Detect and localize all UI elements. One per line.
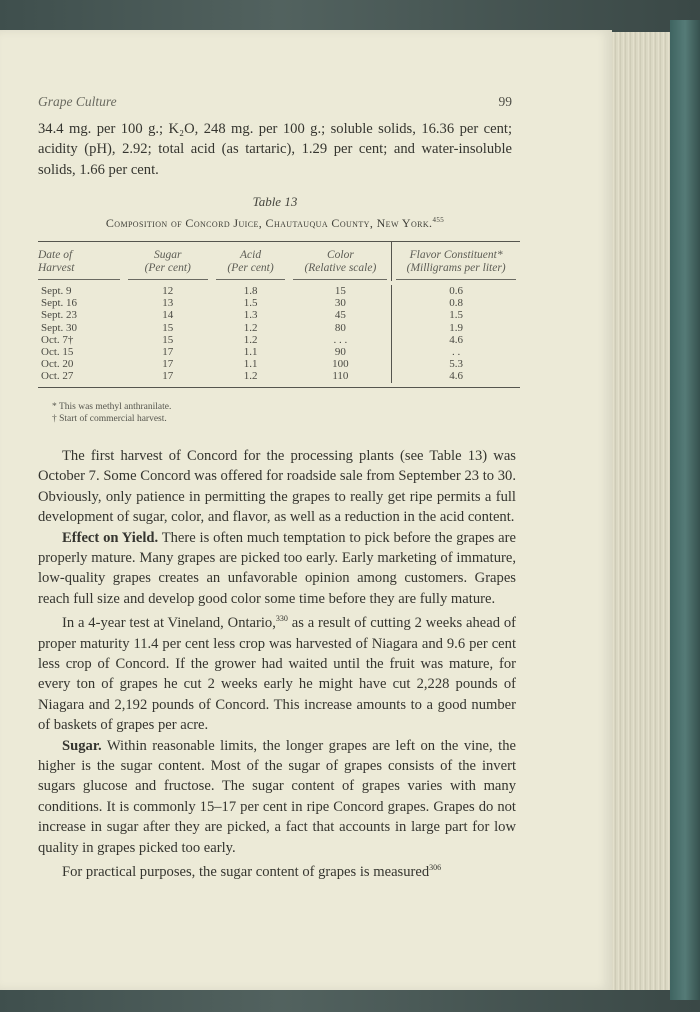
paragraph-text: In a 4-year test at Vineland, Ontario, [62,615,276,632]
table-cell: Sept. 30 [41,321,78,334]
header-flavor-line2: (Milligrams per liter) [406,262,506,274]
table-cell: 12 [162,285,174,297]
table-cell: 0.8 [449,297,463,310]
table-cell: 1.3 [243,309,258,322]
page-number: 99 [498,94,512,109]
column-acid [212,285,290,383]
paragraph-vineland-test [38,609,516,735]
header-flavor [391,242,520,281]
table-cell: 5.3 [449,358,463,371]
header-color-line1: Color [326,249,354,261]
table-cell: 17 [162,370,174,383]
header-date [38,242,124,281]
table-caption [38,216,512,231]
header-acid [212,242,290,281]
table-cell: 1.2 [243,333,258,346]
header-acid-line2: (Per cent) [227,262,274,274]
table-cell: 14 [162,309,174,322]
table-caption-ref: 455 [432,216,445,224]
table-cell: . . . [333,333,348,346]
table-cell: 4.6 [449,333,463,346]
reference-superscript: 306 [429,862,442,872]
table-cell: 1.1 [243,358,258,371]
table-cell: Oct. 27 [41,370,74,383]
table-cell: Sept. 16 [41,297,78,310]
column-sugar [124,285,212,383]
table-cell: 13 [162,297,174,310]
page-edges [612,32,670,990]
header-sugar-line2: (Per cent) [144,262,191,274]
header-date-line2: Harvest [38,262,75,274]
header-sugar-line1: Sugar [153,249,182,261]
table-header-row [38,242,520,281]
column-color [289,285,391,383]
paragraph-text: as a result of cutting 2 weeks ahead of proper maturity 11.4 per cent less crop was harvested of Niagara and 9.6 per cent less crop of Concord. If the grower had waited until the fruit was mature, for every ton of grapes he cut 2 weeks early he might have cut 2,228 pounds of Niagara and 2,192 pounds of Concord. This increase amounts to a good number of baskets of grapes per acre. [38,615,517,734]
table-cell: 0.6 [449,285,463,297]
footnote-star: * This was methyl anthranilate. [52,402,172,412]
header-acid-line1: Acid [240,249,262,261]
table-body [38,281,520,387]
table-cell: 15 [162,333,174,346]
table-cell: 15 [334,285,346,297]
table-cell: 100 [332,358,349,371]
table-cell: . . [452,345,461,358]
table-cell: 80 [334,321,346,334]
section-heading-yield: Effect on Yield. [62,529,159,546]
table-cell: 45 [334,309,346,322]
reference-superscript: 330 [275,614,288,624]
table-cell: 4.6 [449,370,463,383]
table-caption-text: Composition of Concord Juice, Chautauqua County, New York. [105,216,433,230]
table-cell: 1.5 [243,297,258,310]
body-text [38,446,516,882]
table-cell: 1.9 [449,321,463,334]
table-cell: 17 [162,345,174,358]
composition-table [38,241,520,388]
header-date-line1: Date of [38,249,73,261]
table-cell: Oct. 7† [41,333,74,346]
table-cell: 1.5 [449,309,463,322]
footnote-dagger: † Start of commercial harvest. [52,413,167,424]
header-color [289,242,391,281]
table-cell: Oct. 15 [41,345,74,358]
column-flavor [391,285,520,383]
table-cell: 17 [162,358,174,371]
book-spine [670,20,700,1000]
table-cell: 30 [334,297,346,310]
table-cell: 110 [332,370,349,383]
table-cell: 1.2 [243,370,258,383]
header-flavor-line1: Flavor Constituent* [409,249,503,261]
table-cell: Sept. 9 [41,285,72,297]
table-number: Table 13 [252,194,298,209]
paragraph-first-harvest: The first harvest of Concord for the processing plants (see Table 13) was October 7. Some Concord was offered for roadside sale from September 23 to 30. Obviously, only patience in permitting the grapes to really get ripe permits a full development of sugar, color, and flavor, as well as a reduction in the acid content. [38,448,516,526]
table-cell: 1.8 [243,285,258,297]
table-cell: 90 [334,345,346,358]
paragraph-effect-on-yield [38,528,516,610]
table-cell: 1.1 [243,345,258,358]
paragraph-text: For practical purposes, the sugar content of grapes is measured [62,863,430,880]
page-header [38,94,512,114]
table-cell: 15 [162,321,174,334]
paragraph-text: There is often much temptation to pick before the grapes are properly mature. Many grapes are picked too early. Early marketing of immature, low-quality grapes creates an unfavorable opinion among customers. Grapes reach full size and develop good color some time before they are fully mature. [38,529,516,607]
paragraph-text: Within reasonable limits, the longer grapes are left on the vine, the higher is the sugar content. Most of the sugar of grapes consists of the invert sugars glucose and fructose. The sugar content of grapes varies with many conditions. It is commonly 15–17 per cent in ripe Concord grapes. Grapes do not increase in sugar after they are picked, a fact that accounts in large part for low quality in grapes picked too early. [38,737,516,856]
intro-paragraph: 34.4 mg. per 100 g.; K₂O, 248 mg. per 100 g.; soluble solids, 16.36 per cent; acidity (pH), 2.92; total acid (as tartaric), 1.29 per cent; and water-insoluble solids, 1.66 per cent. [38,121,512,178]
table-footnotes [52,402,171,425]
running-head: Grape Culture [38,94,117,109]
table-cell: Sept. 23 [41,309,78,322]
table-cell: 1.2 [243,321,258,334]
header-sugar [124,242,212,281]
paragraph-practical [38,858,516,882]
paragraph-sugar [38,736,516,858]
section-heading-sugar: Sugar. [62,737,102,754]
column-date [38,285,124,383]
header-color-line2: (Relative scale) [304,262,377,274]
table-cell: Oct. 20 [41,358,74,371]
